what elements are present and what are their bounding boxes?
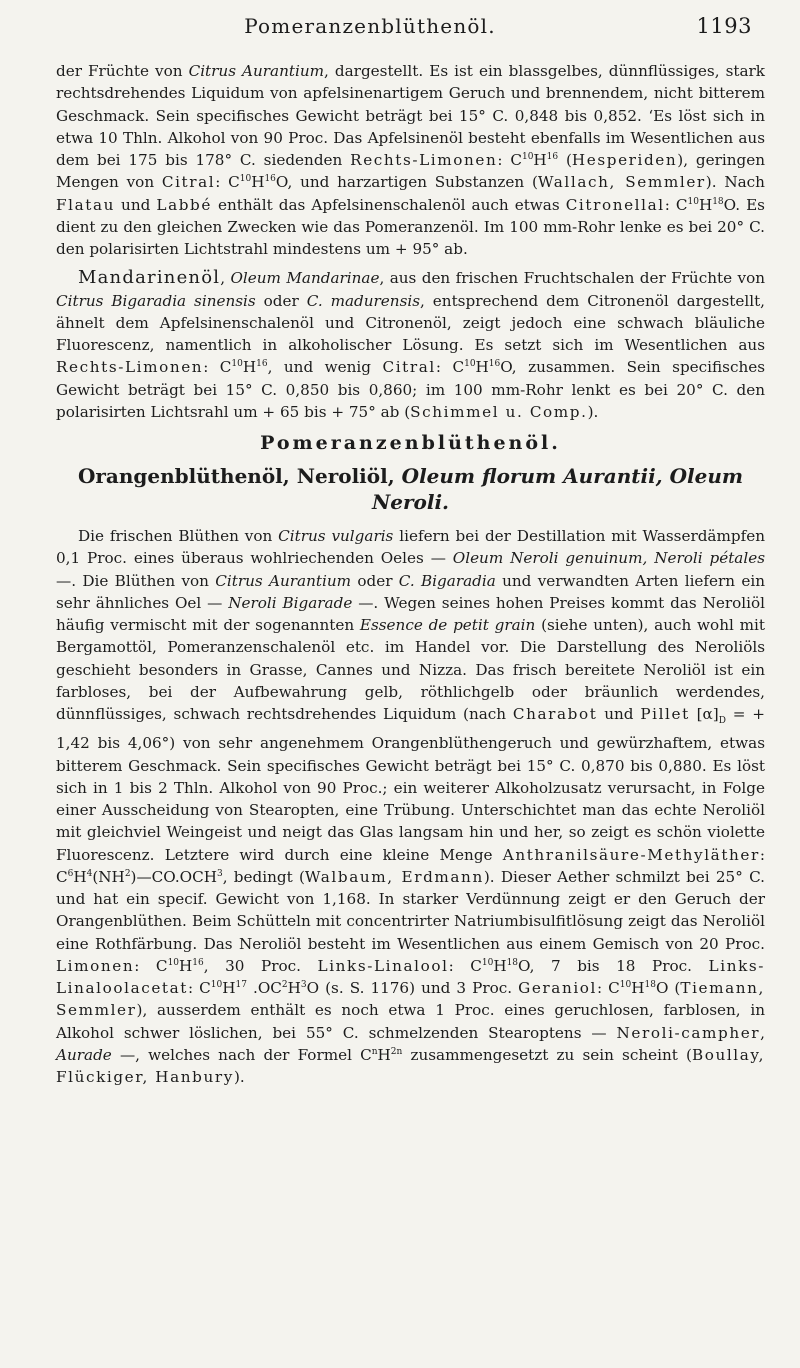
page-number: 1193 — [696, 14, 752, 38]
header-title: Pomeranzenblüthenöl. — [244, 14, 496, 38]
paragraph-neroliol: Die frischen Blüthen von Citrus vulgaris liefern bei der Destillation mit Wasserdämpfen 0,1 Proc. eines überaus wohlriechenden Oeles — Oleum Neroli genuinum, Neroli pétales —. Die Blüthen von Citrus Aurantium oder C. Bigaradia und verwandten Arten liefern ein sehr ähnliches Oel — Neroli Bigarade —. Wegen seines hohen Preises kommt das Neroliöl häufig vermischt mit der sogenannten Essence de petit grain (siehe unten), auch wohl mit Bergamottöl, Pomeranzenschalenöl etc. im Handel vor. Die Darstellung des Neroliöls geschieht besonders in Grasse, Cannes und Nizza. Das frisch bereitete Neroliöl ist ein farbloses, bei der Aufbewahrung gelb, röthlichgelb oder bräunlich werdendes, dünnflüssiges, schwach rechtsdrehendes Liquidum (nach Charabot und Pillet $[\alpha]_D$ = + 1,42 bis 4,06°) von sehr angenehmem Orangenblüthengeruch und gewürzhaftem, etwas bitterem Geschmack. Sein specifisches Gewicht beträgt bei 15° C. 0,870 bis 0,880. Es löst sich in 1 bis 2 Thln. Alkohol von 90 Proc.; ein weiterer Alkoholzusatz verursacht, in Folge einer Ausscheidung von Stearopten, eine Trübung. Unterschichtet man das echte Neroliöl mit gleichviel Weingeist und neigt das Glas langsam hin und her, so zeigt es schön violette Fluorescenz. Letztere wird durch eine kleine Menge Anthranilsäure-Methyläther: $C^6H^4(NH^2)—CO.OCH^3$, bedingt (Walbaum, Erdmann). Dieser Aether schmilzt bei 25° C. und hat ein specif. Gewicht von 1,168. In starker Verdünnung zeigt er den Geruch der Orangenblüthen. Beim Schütteln mit concentrirter Natriumbisulfitlösung zeigt das Neroliöl eine Rothfärbung. Das Neroliöl besteht im Wesentlichen aus einem Gemisch von 20 Proc. Limonen: $C^{10}H^{16}$, 30 Proc. Links-Linalool: $C^{10}H^{18}O$, 7 bis 18 Proc. Links-Linaloolacetat: $C^{10}H^{17}$ $.OC^2H^3O$ (s. S. 1176) und 3 Proc. Geraniol: $C^{10}H^{18}O$ (Tiemann, Semmler), ausserdem enthält es noch etwa 1 Proc. eines geruchlosen, farblosen, in Alkohol schwer löslichen, bei 55° C. schmelzenden Stearoptens — Neroli-campher, Aurade —, welches nach der Formel $C^nH^{2n}$ zusammengesetzt zu sein scheint (Boullay, Flückiger, Hanbury). — [56, 527, 766, 1087]
paragraph-mandarinenoel: Mandarinenöl, Oleum Mandarinae, aus den frischen Fruchtschalen der Früchte von Citrus Bigaradia sinensis oder C. madurensis, entsprechend dem Citronenöl dargestellt, ähnelt dem Apfelsinenschalenöl und Citronenöl, zeigt jedoch eine schwach bläuliche Fluorescenz, namentlich in alkoholischer Lösung. Es setzt sich im Wesentlichen aus Rechts-Limonen: $C^{10}H^{16}$, und wenig Citral: $C^{10}H^{16}O$, zusammen. Sein specifisches Gewicht beträgt bei 15° C. 0,850 bis 0,860; im 100 mm-Rohr lenkt es bei 20° C. den polarisirten Lichtsrahl um + 65 bis + 75° ab (Schimmel u. Comp.). — [56, 267, 766, 421]
body-text — [56, 60, 765, 1088]
paragraph-apfelsinenoel: der Früchte von Citrus Aurantium, dargestellt. Es ist ein blassgelbes, dünnflüssiges, stark rechtsdrehendes Liquidum von apfelsinenartigem Geruch und brennendem, nicht bitterem Geschmack. Sein specifisches Gewicht beträgt bei 15° C. 0,848 bis 0,852. ‘Es löst sich in etwa 10 Thln. Alkohol von 90 Proc. Das Apfelsinenöl besteht ebenfalls im Wesentlichen aus dem bei 175 bis 178° C. siedenden Rechts-Limonen: $C^{10}H^{16}$ (Hesperiden), geringen Mengen von Citral: $C^{10}H^{16}O$, und harzartigen Substanzen (Wallach, Semmler). Nach Flatau und Labbé enthält das Apfelsinenschalenöl auch etwas Citronellal: $C^{10}H^{18}O$. Es dient zu den gleichen Zwecken wie das Pomeranzenöl. Im 100 mm-Rohr lenke es bei 20° C. den polarisirten Lichtstrahl mindestens um + 95° ab. — [56, 62, 766, 258]
running-header — [0, 14, 800, 46]
section-heading: Pomeranzenblüthenöl. — [260, 432, 561, 454]
section-subheading: Orangenblüthenöl, Neroliöl, Oleum florum Aurantii, Oleum Neroli. — [77, 464, 744, 514]
